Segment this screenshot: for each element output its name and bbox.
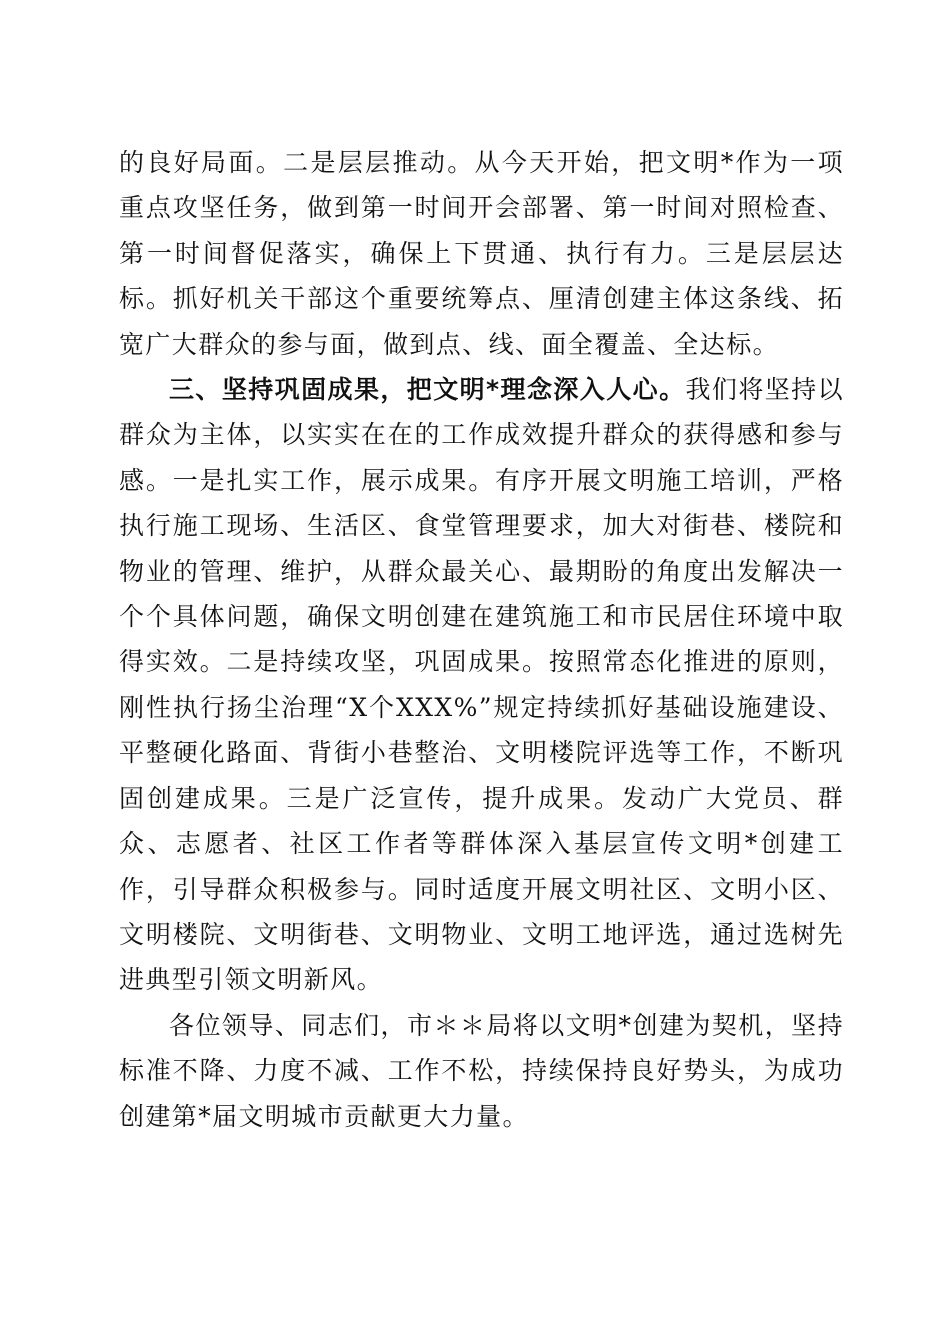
document-body: [119, 140, 844, 1139]
paragraph-2: [119, 367, 844, 1003]
paragraph-1: 的良好局面。二是层层推动。从今天开始，把文明*作为一项重点攻坚任务，做到第一时间开会部署、第一时间对照检查、第一时间督促落实，确保上下贯通、执行有力。三是层层达标。抓好机关干部这个重要统筹点、厘清创建主体这条线、拓宽广大群众的参与面，做到点、线、面全覆盖、全达标。: [119, 148, 844, 359]
section-heading: 三、坚持巩固成果，把文明*理念深入人心。: [169, 375, 686, 405]
paragraph-3: 各位领导、同志们，市＊＊局将以文明*创建为契机，坚持标准不降、力度不减、工作不松，持续保持良好势头，为成功创建第*届文明城市贡献更大力量。: [119, 1010, 844, 1131]
paragraph-2-body: 我们将坚持以群众为主体，以实实在在的工作成效提升群众的获得感和参与感。一是扎实工作，展示成果。有序开展文明施工培训，严格执行施工现场、生活区、食堂管理要求，加大对街巷、楼院和物业的管理、维护，从群众最关心、最期盼的角度出发解决一个个具体问题，确保文明创建在建筑施工和市民居住环境中取得实效。二是持续攻坚，巩固成果。按照常态化推进的原则，刚性执行扬尘治理“X个XXX%”规定持续抓好基础设施建设、平整硬化路面、背街小巷整治、文明楼院评选等工作，不断巩固创建成果。三是广泛宣传，提升成果。发动广大党员、群众、志愿者、社区工作者等群体深入基层宣传文明*创建工作，引导群众积极参与。同时适度开展文明社区、文明小区、文明楼院、文明街巷、文明物业、文明工地评选，通过选树先进典型引领文明新风。: [119, 375, 845, 995]
